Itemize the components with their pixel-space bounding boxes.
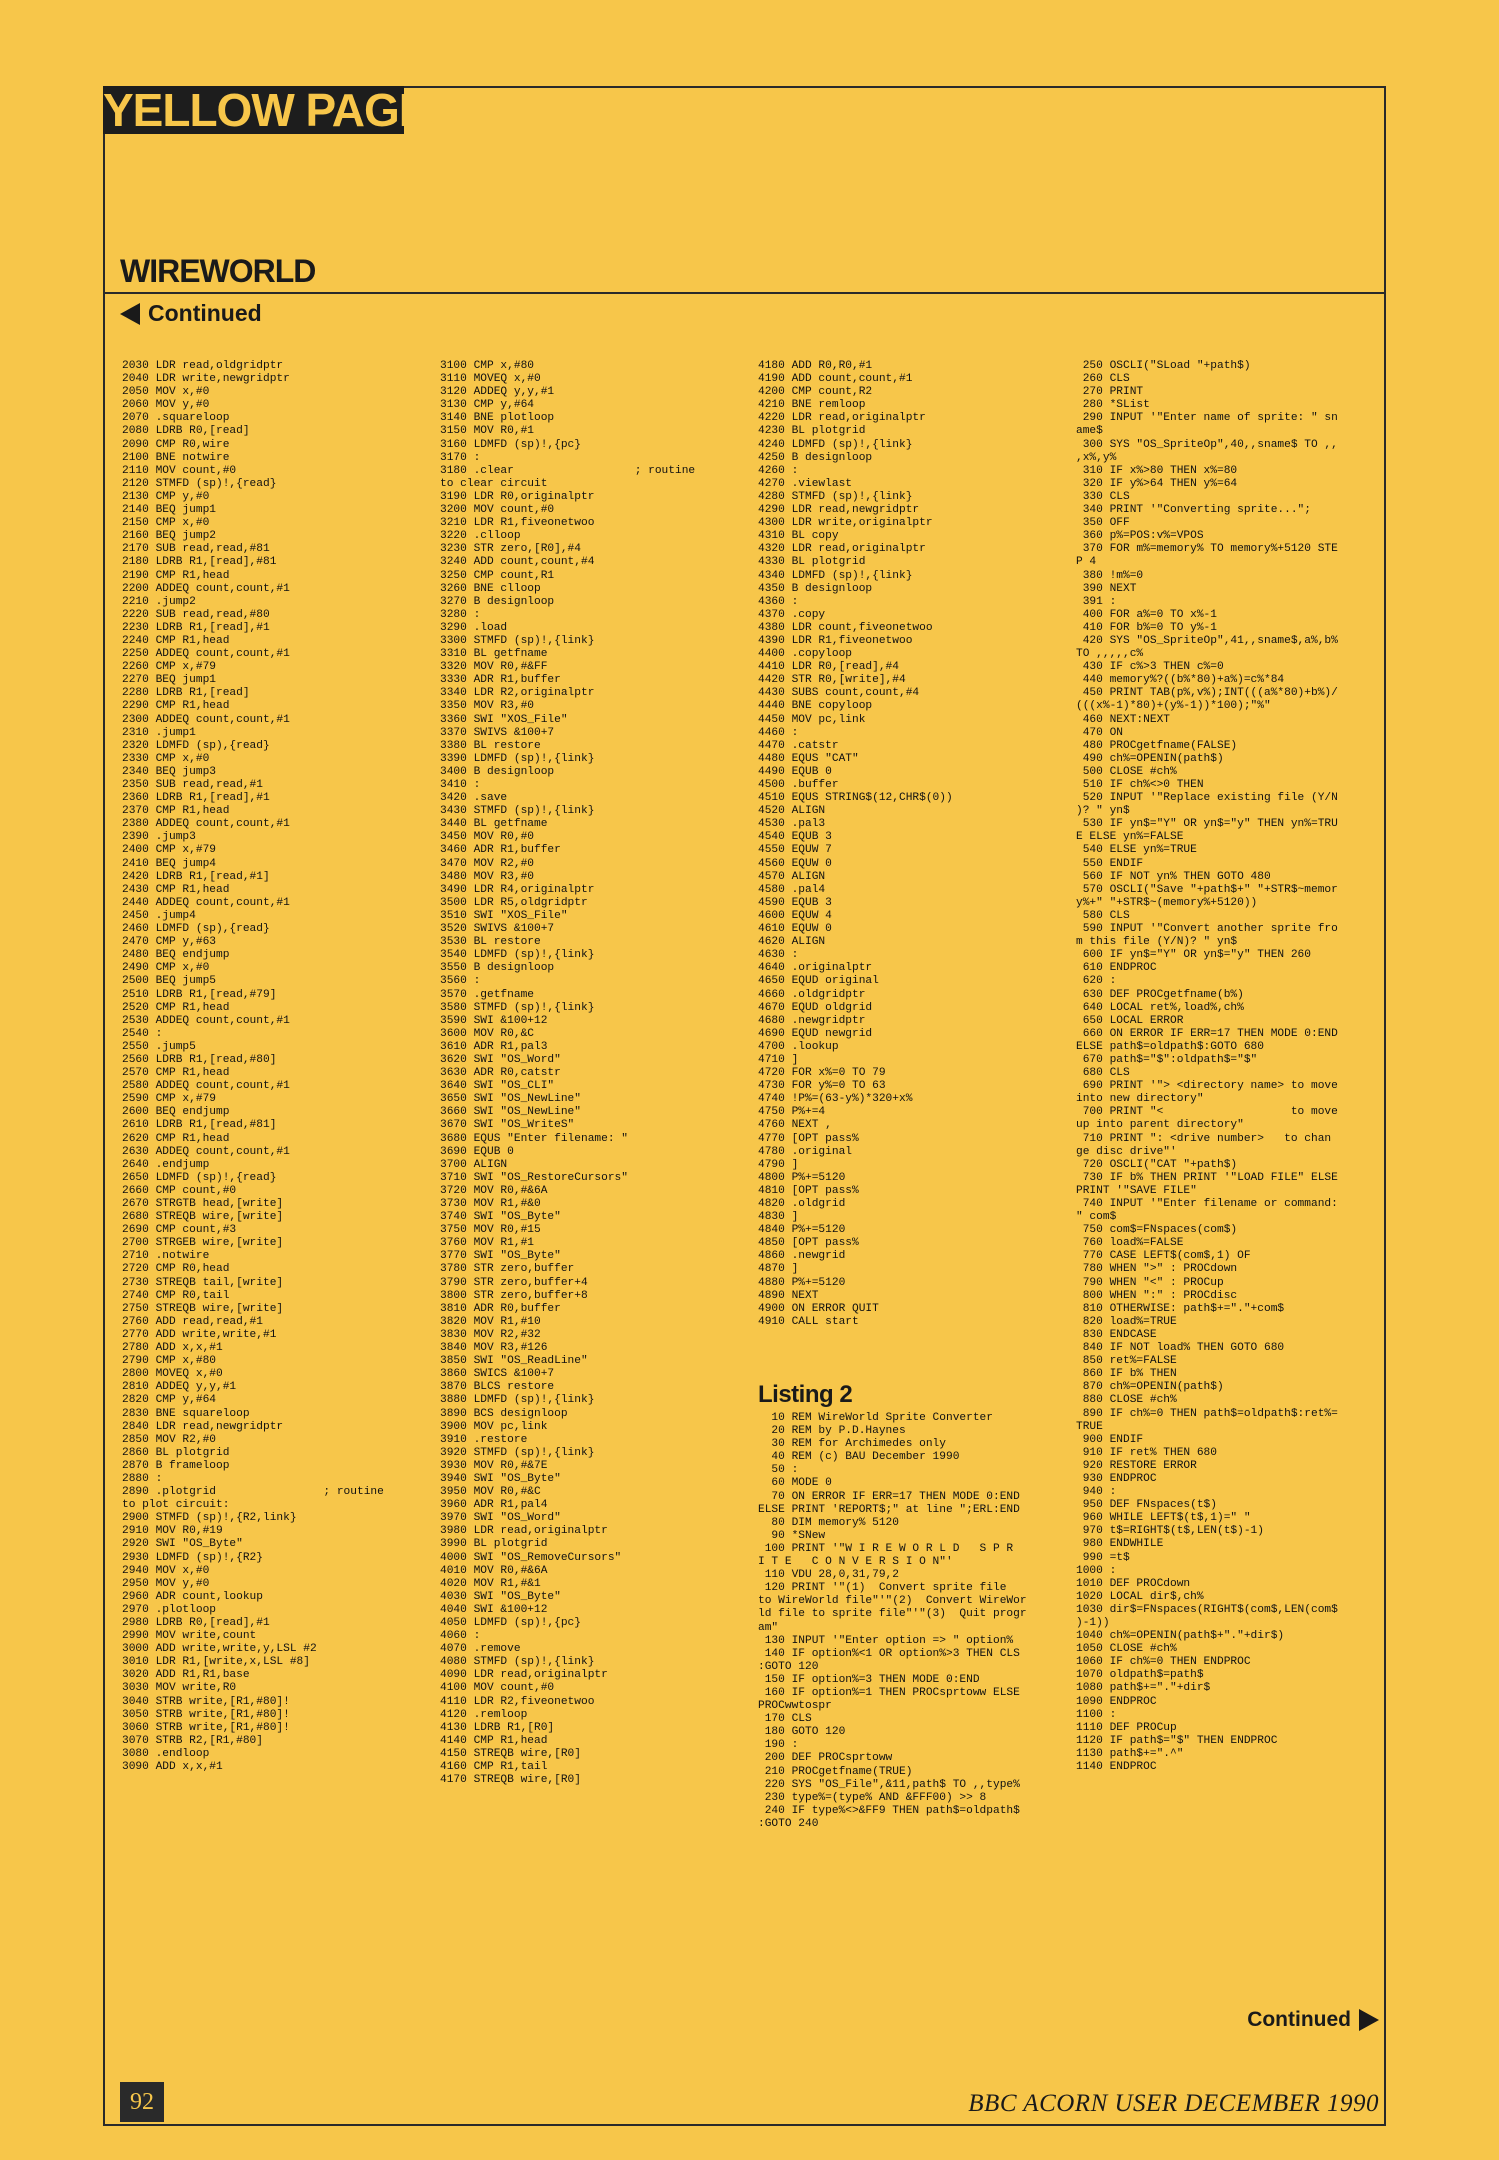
listing2-title: Listing 2 — [758, 1381, 853, 1408]
code-columns — [122, 360, 1382, 1990]
title-rule — [103, 292, 1386, 294]
listing1-column-2: 3100 CMP x,#80 3110 MOVEQ x,#0 3120 ADDEQ y,y,#1 3130 CMP y,#64 3140 BNE plotloop 3150 MOV R0,#1 3160 LDMFD (sp)!,{pc} 3170 : 3180 .clear ; routine to clear circuit 3190 LDR R0,originalptr 3200 MOV count,#0 3210 LDR R1,fiveonetwoo 3220 .clloop 3230 STR zero,[R0],#4 3240 ADD count,count,#4 3250 CMP count,R1 3260 BNE clloop 3270 B designloop 3280 : 3290 .load 3300 STMFD (sp)!,{link} 3310 BL getfname 3320 MOV R0,#&FF 3330 ADR R1,buffer 3340 LDR R2,originalptr 3350 MOV R3,#0 3360 SWI "XOS_File" 3370 SWIVS &100+7 3380 BL restore 3390 LDMFD (sp)!,{link} 3400 B designloop 3410 : 3420 .save 3430 STMFD (sp)!,{link} 3440 BL getfname 3450 MOV R0,#0 3460 ADR R1,buffer 3470 MOV R2,#0 3480 MOV R3,#0 3490 LDR R4,originalptr 3500 LDR R5,oldgridptr 3510 SWI "XOS_File" 3520 SWIVS &100+7 3530 BL restore 3540 LDMFD (sp)!,{link} 3550 B designloop 3560 : 3570 .getfname 3580 STMFD (sp)!,{link} 3590 SWI &100+12 3600 MOV R0,&C 3610 ADR R1,pal3 3620 SWI "OS_Word" 3630 ADR R0,catstr 3640 SWI "OS_CLI" 3650 SWI "OS_NewLine" 3660 SWI "OS_NewLine" 3670 SWI "OS_WriteS" 3680 EQUS "Enter filename: " 3690 EQUB 0 3700 ALIGN 3710 SWI "OS_RestoreCursors" 3720 MOV R0,#&6A 3730 MOV R1,#&0 3740 SWI "OS_Byte" 3750 MOV R0,#15 3760 MOV R1,#1 3770 SWI "OS_Byte" 3780 STR zero,buffer 3790 STR zero,buffer+4 3800 STR zero,buffer+8 3810 ADR R0,buffer 3820 MOV R1,#10 3830 MOV R2,#32 3840 MOV R3,#126 3850 SWI "OS_ReadLine" 3860 SWICS &100+7 3870 BLCS restore 3880 LDMFD (sp)!,{link} 3890 BCS designloop 3900 MOV pc,link 3910 .restore 3920 STMFD (sp)!,{link} 3930 MOV R0,#&7E 3940 SWI "OS_Byte" 3950 MOV R0,#&C 3960 ADR R1,pal4 3970 SWI "OS_Word" 3980 LDR read,originalptr 3990 BL plotgrid 4000 SWI "OS_RemoveCursors" 4010 MOV R0,#&6A 4020 MOV R1,#&1 4030 SWI "OS_Byte" 4040 SWI &100+12 4050 LDMFD (sp)!,{pc} 4060 : 4070 .remove 4080 STMFD (sp)!,{link} 4090 LDR read,originalptr 4100 MOV count,#0 4110 LDR R2,fiveonetwoo 4120 .remloop 4130 LDRB R1,[R0] 4140 CMP R1,head 4150 STREQB wire,[R0] 4160 CMP R1,tail 4170 STREQB wire,[R0] — [440, 360, 696, 1787]
listing2-column-4: 250 OSCLI("SLoad "+path$) 260 CLS 270 PRINT 280 *SList 290 INPUT '"Enter name of sprite: " sn ame$ 300 SYS "OS_SpriteOp",40,,sname$ TO ,, ,x%,y% 310 IF x%>80 THEN x%=80 320 IF y%>64 THEN y%=64 330 CLS 340 PRINT '"Converting sprite..."; 350 OFF 360 p%=POS:v%=VPOS 370 FOR m%=memory% TO memory%+5120 STE P 4 380 !m%=0 390 NEXT 391 : 400 FOR a%=0 TO x%-1 410 FOR b%=0 TO y%-1 420 SYS "OS_SpriteOp",41,,sname$,a%,b% TO ,,,,,c% 430 IF c%>3 THEN c%=0 440 memory%?((b%*80)+a%)=c%*84 450 PRINT TAB(p%,v%);INT(((a%*80)+b%)/ (((x%-1)*80)+(y%-1))*100);"%" 460 NEXT:NEXT 470 ON 480 PROCgetfname(FALSE) 490 ch%=OPENIN(path$) 500 CLOSE #ch% 510 IF ch%<>0 THEN 520 INPUT '"Replace existing file (Y/N )? " yn$ 530 IF yn$="Y" OR yn$="y" THEN yn%=TRU E ELSE yn%=FALSE 540 ELSE yn%=TRUE 550 ENDIF 560 IF NOT yn% THEN GOTO 480 570 OSCLI("Save "+path$+" "+STR$~memor y%+" "+STR$~(memory%+5120)) 580 CLS 590 INPUT '"Convert another sprite fro m this file (Y/N)? " yn$ 600 IF yn$="Y" OR yn$="y" THEN 260 610 ENDPROC 620 : 630 DEF PROCgetfname(b%) 640 LOCAL ret%,load%,ch% 650 LOCAL ERROR 660 ON ERROR IF ERR=17 THEN MODE 0:END ELSE path$=oldpath$:GOTO 680 670 path$="$":oldpath$="$" 680 CLS 690 PRINT '"> <directory name> to move into new directory" 700 PRINT "< to move up into parent directory" 710 PRINT ": <drive number> to chan ge disc drive"' 720 OSCLI("CAT "+path$) 730 IF b% THEN PRINT '"LOAD FILE" ELSE PRINT '"SAVE FILE" 740 INPUT '"Enter filename or command: " com$ 750 com$=FNspaces(com$) 760 load%=FALSE 770 CASE LEFT$(com$,1) OF 780 WHEN ">" : PROCdown 790 WHEN "<" : PROCup 800 WHEN ":" : PROCdisc 810 OTHERWISE: path$+="."+com$ 820 load%=TRUE 830 ENDCASE 840 IF NOT load% THEN GOTO 680 850 ret%=FALSE 860 IF b% THEN 870 ch%=OPENIN(path$) 880 CLOSE #ch% 890 IF ch%=0 THEN path$=oldpath$:ret%= TRUE 900 ENDIF 910 IF ret% THEN 680 920 RESTORE ERROR 930 ENDPROC 940 : 950 DEF FNspaces(t$) 960 WHILE LEFT$(t$,1)=" " 970 t$=RIGHT$(t$,LEN(t$)-1) 980 ENDWHILE 990 =t$ 1000 : 1010 DEF PROCdown 1020 LOCAL dir$,ch% 1030 dir$=FNspaces(RIGHT$(com$,LEN(com$ )-1)) 1040 ch%=OPENIN(path$+"."+dir$) 1050 CLOSE #ch% 1060 IF ch%=0 THEN ENDPROC 1070 oldpath$=path$ 1080 path$+="."+dir$ 1090 ENDPROC 1100 : 1110 DEF PROCup 1120 IF path$="$" THEN ENDPROC 1130 path$+=".^" 1140 ENDPROC — [1076, 360, 1338, 1774]
article-title: WIREWORLD — [120, 253, 316, 289]
page-number: 92 — [120, 2082, 164, 2122]
arrow-left-icon — [120, 303, 140, 325]
listing1-column-1: 2030 LDR read,oldgridptr 2040 LDR write,newgridptr 2050 MOV x,#0 2060 MOV y,#0 2070 .squareloop 2080 LDRB R0,[read] 2090 CMP R0,wire 2100 BNE notwire 2110 MOV count,#0 2120 STMFD (sp)!,{read} 2130 CMP y,#0 2140 BEQ jump1 2150 CMP x,#0 2160 BEQ jump2 2170 SUB read,read,#81 2180 LDRB R1,[read],#81 2190 CMP R1,head 2200 ADDEQ count,count,#1 2210 .jump2 2220 SUB read,read,#80 2230 LDRB R1,[read],#1 2240 CMP R1,head 2250 ADDEQ count,count,#1 2260 CMP x,#79 2270 BEQ jump1 2280 LDRB R1,[read] 2290 CMP R1,head 2300 ADDEQ count,count,#1 2310 .jump1 2320 LDMFD (sp),{read} 2330 CMP x,#0 2340 BEQ jump3 2350 SUB read,read,#1 2360 LDRB R1,[read],#1 2370 CMP R1,head 2380 ADDEQ count,count,#1 2390 .jump3 2400 CMP x,#79 2410 BEQ jump4 2420 LDRB R1,[read,#1] 2430 CMP R1,head 2440 ADDEQ count,count,#1 2450 .jump4 2460 LDMFD (sp),{read} 2470 CMP y,#63 2480 BEQ endjump 2490 CMP x,#0 2500 BEQ jump5 2510 LDRB R1,[read,#79] 2520 CMP R1,head 2530 ADDEQ count,count,#1 2540 : 2550 .jump5 2560 LDRB R1,[read,#80] 2570 CMP R1,head 2580 ADDEQ count,count,#1 2590 CMP x,#79 2600 BEQ endjump 2610 LDRB R1,[read,#81] 2620 CMP R1,head 2630 ADDEQ count,count,#1 2640 .endjump 2650 LDMFD (sp)!,{read} 2660 CMP count,#0 2670 STRGTB head,[write] 2680 STREQB wire,[write] 2690 CMP count,#3 2700 STRGEB wire,[write] 2710 .notwire 2720 CMP R0,head 2730 STREQB tail,[write] 2740 CMP R0,tail 2750 STREQB wire,[write] 2760 ADD read,read,#1 2770 ADD write,write,#1 2780 ADD x,x,#1 2790 CMP x,#80 2800 MOVEQ x,#0 2810 ADDEQ y,y,#1 2820 CMP y,#64 2830 BNE squareloop 2840 LDR read,newgridptr 2850 MOV R2,#0 2860 BL plotgrid 2870 B frameloop 2880 : 2890 .plotgrid ; routine to plot circuit: 2900 STMFD (sp)!,{R2,link} 2910 MOV R0,#19 2920 SWI "OS_Byte" 2930 LDMFD (sp)!,{R2} 2940 MOV x,#0 2950 MOV y,#0 2960 ADR count,lookup 2970 .plotloop 2980 LDRB R0,[read],#1 2990 MOV write,count 3000 ADD write,write,y,LSL #2 3010 LDR R1,[write,x,LSL #8] 3020 ADD R1,R1,base 3030 MOV write,R0 3040 STRB write,[R1,#80]! 3050 STRB write,[R1,#80]! 3060 STRB write,[R1,#80]! 3070 STRB R2,[R1,#80] 3080 .endloop 3090 ADD x,x,#1 — [122, 360, 384, 1774]
listing2-column-3: 10 REM WireWorld Sprite Converter 20 REM by P.D.Haynes 30 REM for Archimedes only 40 REM (c) BAU December 1990 50 : 60 MODE 0 70 ON ERROR IF ERR=17 THEN MODE 0:END ELSE PRINT 'REPORT$;" at line ";ERL:END 80 DIM memory% 5120 90 *SNew 100 PRINT '"W I R E W O R L D S P R I T E C O N V E R S I O N"' 110 VDU 28,0,31,79,2 120 PRINT '"(1) Convert sprite file to WireWorld file"'"(2) Convert WireWor ld file to sprite file"'"(3) Quit progr am" 130 INPUT '"Enter option => " option% 140 IF option%<1 OR option%>3 THEN CLS :GOTO 120 150 IF option%=3 THEN MODE 0:END 160 IF option%=1 THEN PROCsprtoww ELSE PROCwwtospr 170 CLS 180 GOTO 120 190 : 200 DEF PROCsprtoww 210 PROCgetfname(TRUE) 220 SYS "OS_File",&11,path$ TO ,,type% 230 type%=(type% AND &FFF00) >> 8 240 IF type%<>&FF9 THEN path$=oldpath$ :GOTO 240 — [758, 1412, 1027, 1830]
publication-footer: BBC ACORN USER DECEMBER 1990 — [968, 2090, 1379, 2117]
continued-next-label: Continued — [1247, 2008, 1351, 2031]
listing1-column-3: 4180 ADD R0,R0,#1 4190 ADD count,count,#1 4200 CMP count,R2 4210 BNE remloop 4220 LDR read,originalptr 4230 BL plotgrid 4240 LDMFD (sp)!,{link} 4250 B designloop 4260 : 4270 .viewlast 4280 STMFD (sp)!,{link} 4290 LDR read,newgridptr 4300 LDR write,originalptr 4310 BL copy 4320 LDR read,originalptr 4330 BL plotgrid 4340 LDMFD (sp)!,{link} 4350 B designloop 4360 : 4370 .copy 4380 LDR count,fiveonetwoo 4390 LDR R1,fiveonetwoo 4400 .copyloop 4410 LDR R0,[read],#4 4420 STR R0,[write],#4 4430 SUBS count,count,#4 4440 BNE copyloop 4450 MOV pc,link 4460 : 4470 .catstr 4480 EQUS "CAT" 4490 EQUB 0 4500 .buffer 4510 EQUS STRING$(12,CHR$(0)) 4520 ALIGN 4530 .pal3 4540 EQUB 3 4550 EQUW 7 4560 EQUW 0 4570 ALIGN 4580 .pal4 4590 EQUB 3 4600 EQUW 4 4610 EQUW 0 4620 ALIGN 4630 : 4640 .originalptr 4650 EQUD original 4660 .oldgridptr 4670 EQUD oldgrid 4680 .newgridptr 4690 EQUD newgrid 4700 .lookup 4710 ] 4720 FOR x%=0 TO 79 4730 FOR y%=0 TO 63 4740 !P%=(63-y%)*320+x% 4750 P%+=4 4760 NEXT , 4770 [OPT pass% 4780 .original 4790 ] 4800 P%+=5120 4810 [OPT pass% 4820 .oldgrid 4830 ] 4840 P%+=5120 4850 [OPT pass% 4860 .newgrid 4870 ] 4880 P%+=5120 4890 NEXT 4900 ON ERROR QUIT 4910 CALL start — [758, 360, 953, 1328]
continued-to-next — [1247, 2008, 1379, 2032]
arrow-right-icon — [1359, 2009, 1379, 2031]
continued-from-previous — [120, 300, 262, 327]
section-header: YELLOW PAGES — [103, 84, 459, 136]
continued-label: Continued — [148, 300, 262, 326]
